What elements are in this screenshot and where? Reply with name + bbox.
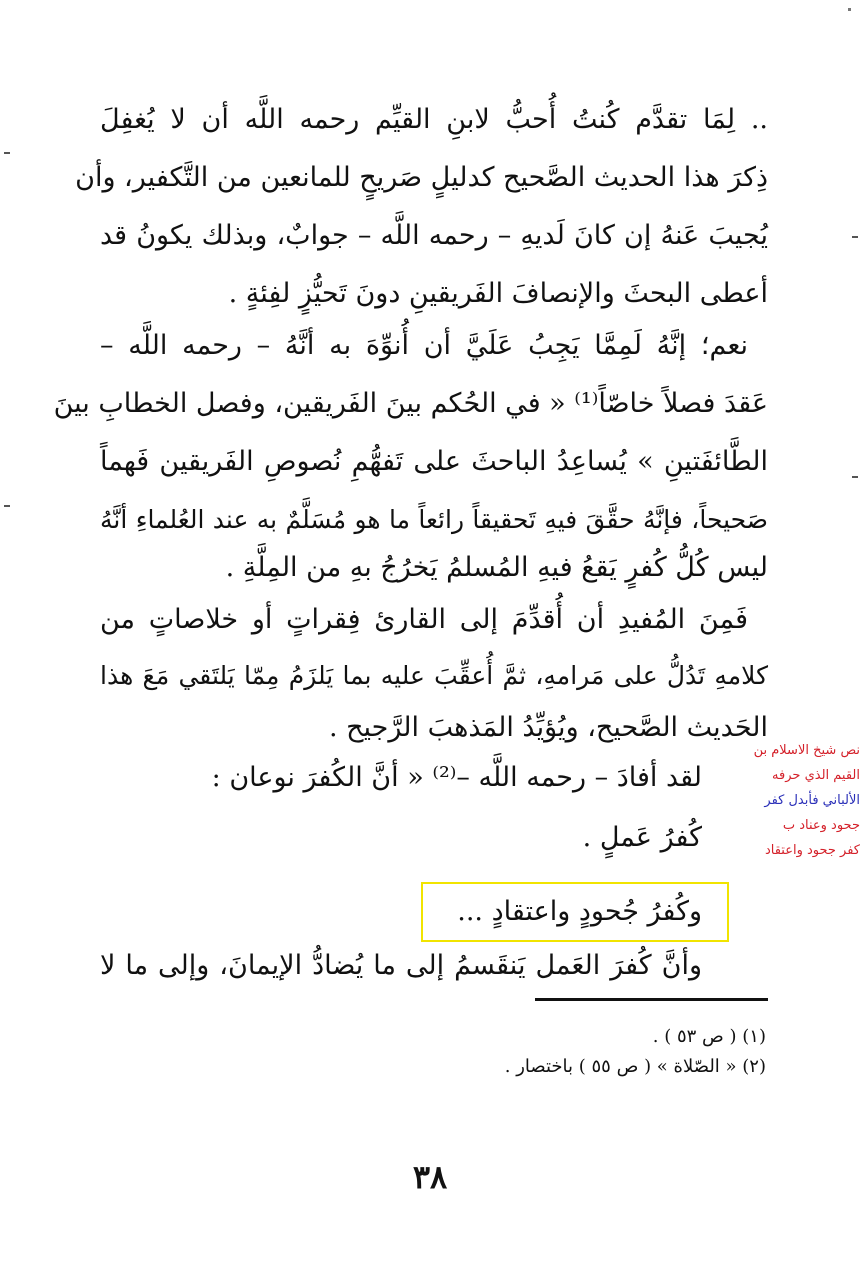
footnote-2: (٢) « الصّلاة » ( ص ٥٥ ) باختصار . (504, 1056, 766, 1077)
quote-continuation: وأنَّ كُفرَ العَمل يَنقَسمُ إلى ما يُضادُّ الإيمانَ، وإلى ما لا (100, 950, 702, 981)
body-line-10: فَمِنَ المُفيدِ أن أُقدِّمَ إلى القارئ فِقراتٍ أو خلاصاتٍ من (100, 604, 748, 635)
annotation-line-1: نص شيخ الاسلام بن (753, 743, 860, 758)
highlight-box (421, 882, 729, 942)
annotation-line-2: القيم الذي حرفه (772, 768, 860, 783)
quote-type-one: كُفرُ عَملٍ . (582, 822, 702, 853)
annotation-line-5: كفر جحود واعتقاد (764, 843, 860, 858)
body-line-11: كلامهِ تَدُلُّ على مَرامهِ، ثمَّ أُعقِّبَ عليه بما يَلزَمُ مِمّا يَلتَقي مَعَ هذا (100, 661, 768, 690)
body-line-12: الحَديث الصَّحيح، ويُؤيِّدُ المَذهبَ الرَّجيح . (328, 712, 768, 743)
scan-mark-dot (848, 8, 851, 11)
footnote-1: (١) ( ص ٥٣ ) . (652, 1026, 766, 1047)
page-number: ٣٨ (412, 1158, 448, 1196)
body-line-4: أعطى البحثَ والإنصافَ الفَريقينِ دونَ تَحيُّزٍ لفِئةٍ . (228, 278, 768, 309)
body-line-3: يُجيبَ عَنهُ إن كانَ لَديهِ – رحمه اللَّه – جوابٌ، وبذلك يكونُ قد (100, 220, 768, 251)
scan-mark-right (852, 476, 858, 478)
body-line-7: الطَّائفَتينِ » يُساعِدُ الباحثَ على تَفهُّمِ نُصوصِ الفَريقين فَهماً (100, 446, 768, 477)
quote-type-two: وكُفرُ جُحودٍ واعتقادٍ ... (457, 896, 702, 927)
scan-mark-left (4, 152, 10, 154)
scan-mark-left (4, 505, 10, 507)
annotation-line-4: جحود وعناد ب (782, 818, 860, 833)
quote-intro: لقد أفادَ – رحمه اللَّه –⁽²⁾ « أنَّ الكُفرَ نوعان : (211, 762, 702, 793)
footnote-separator (535, 998, 768, 1001)
annotation-line-3: الألباني فأبدل كفر (764, 793, 860, 808)
body-line-5: نعم؛ إنَّهُ لَمِمَّا يَجِبُ عَلَيَّ أن أُنوِّهَ به أنَّهُ – رحمه اللَّه – (100, 330, 748, 361)
body-line-9: ليس كُلُّ كُفرٍ يَقعُ فيهِ المُسلمُ يَخرُجُ بهِ من المِلَّةِ . (225, 552, 768, 583)
scan-mark-right (852, 236, 858, 238)
body-line-2: ذِكرَ هذا الحديث الصَّحيح كدليلٍ صَريحٍ للمانعين من التَّكفير، وأن (75, 162, 768, 193)
body-line-6: عَقدَ فصلاً خاصّاً⁽¹⁾ « في الحُكم بينَ الفَريقين، وفصل الخطابِ بينَ (53, 388, 768, 419)
body-line-8: صَحيحاً، فإنَّهُ حقَّقَ فيهِ تَحقيقاً رائعاً ما هو مُسَلَّمٌ به عند العُلماءِ أنَّهُ (100, 505, 768, 534)
body-line-1: .. لِمَا تقدَّم كُنتُ أُحبُّ لابنِ القيِّم رحمه اللَّه أن لا يُغفِلَ (100, 104, 768, 135)
margin-annotation (718, 738, 860, 863)
